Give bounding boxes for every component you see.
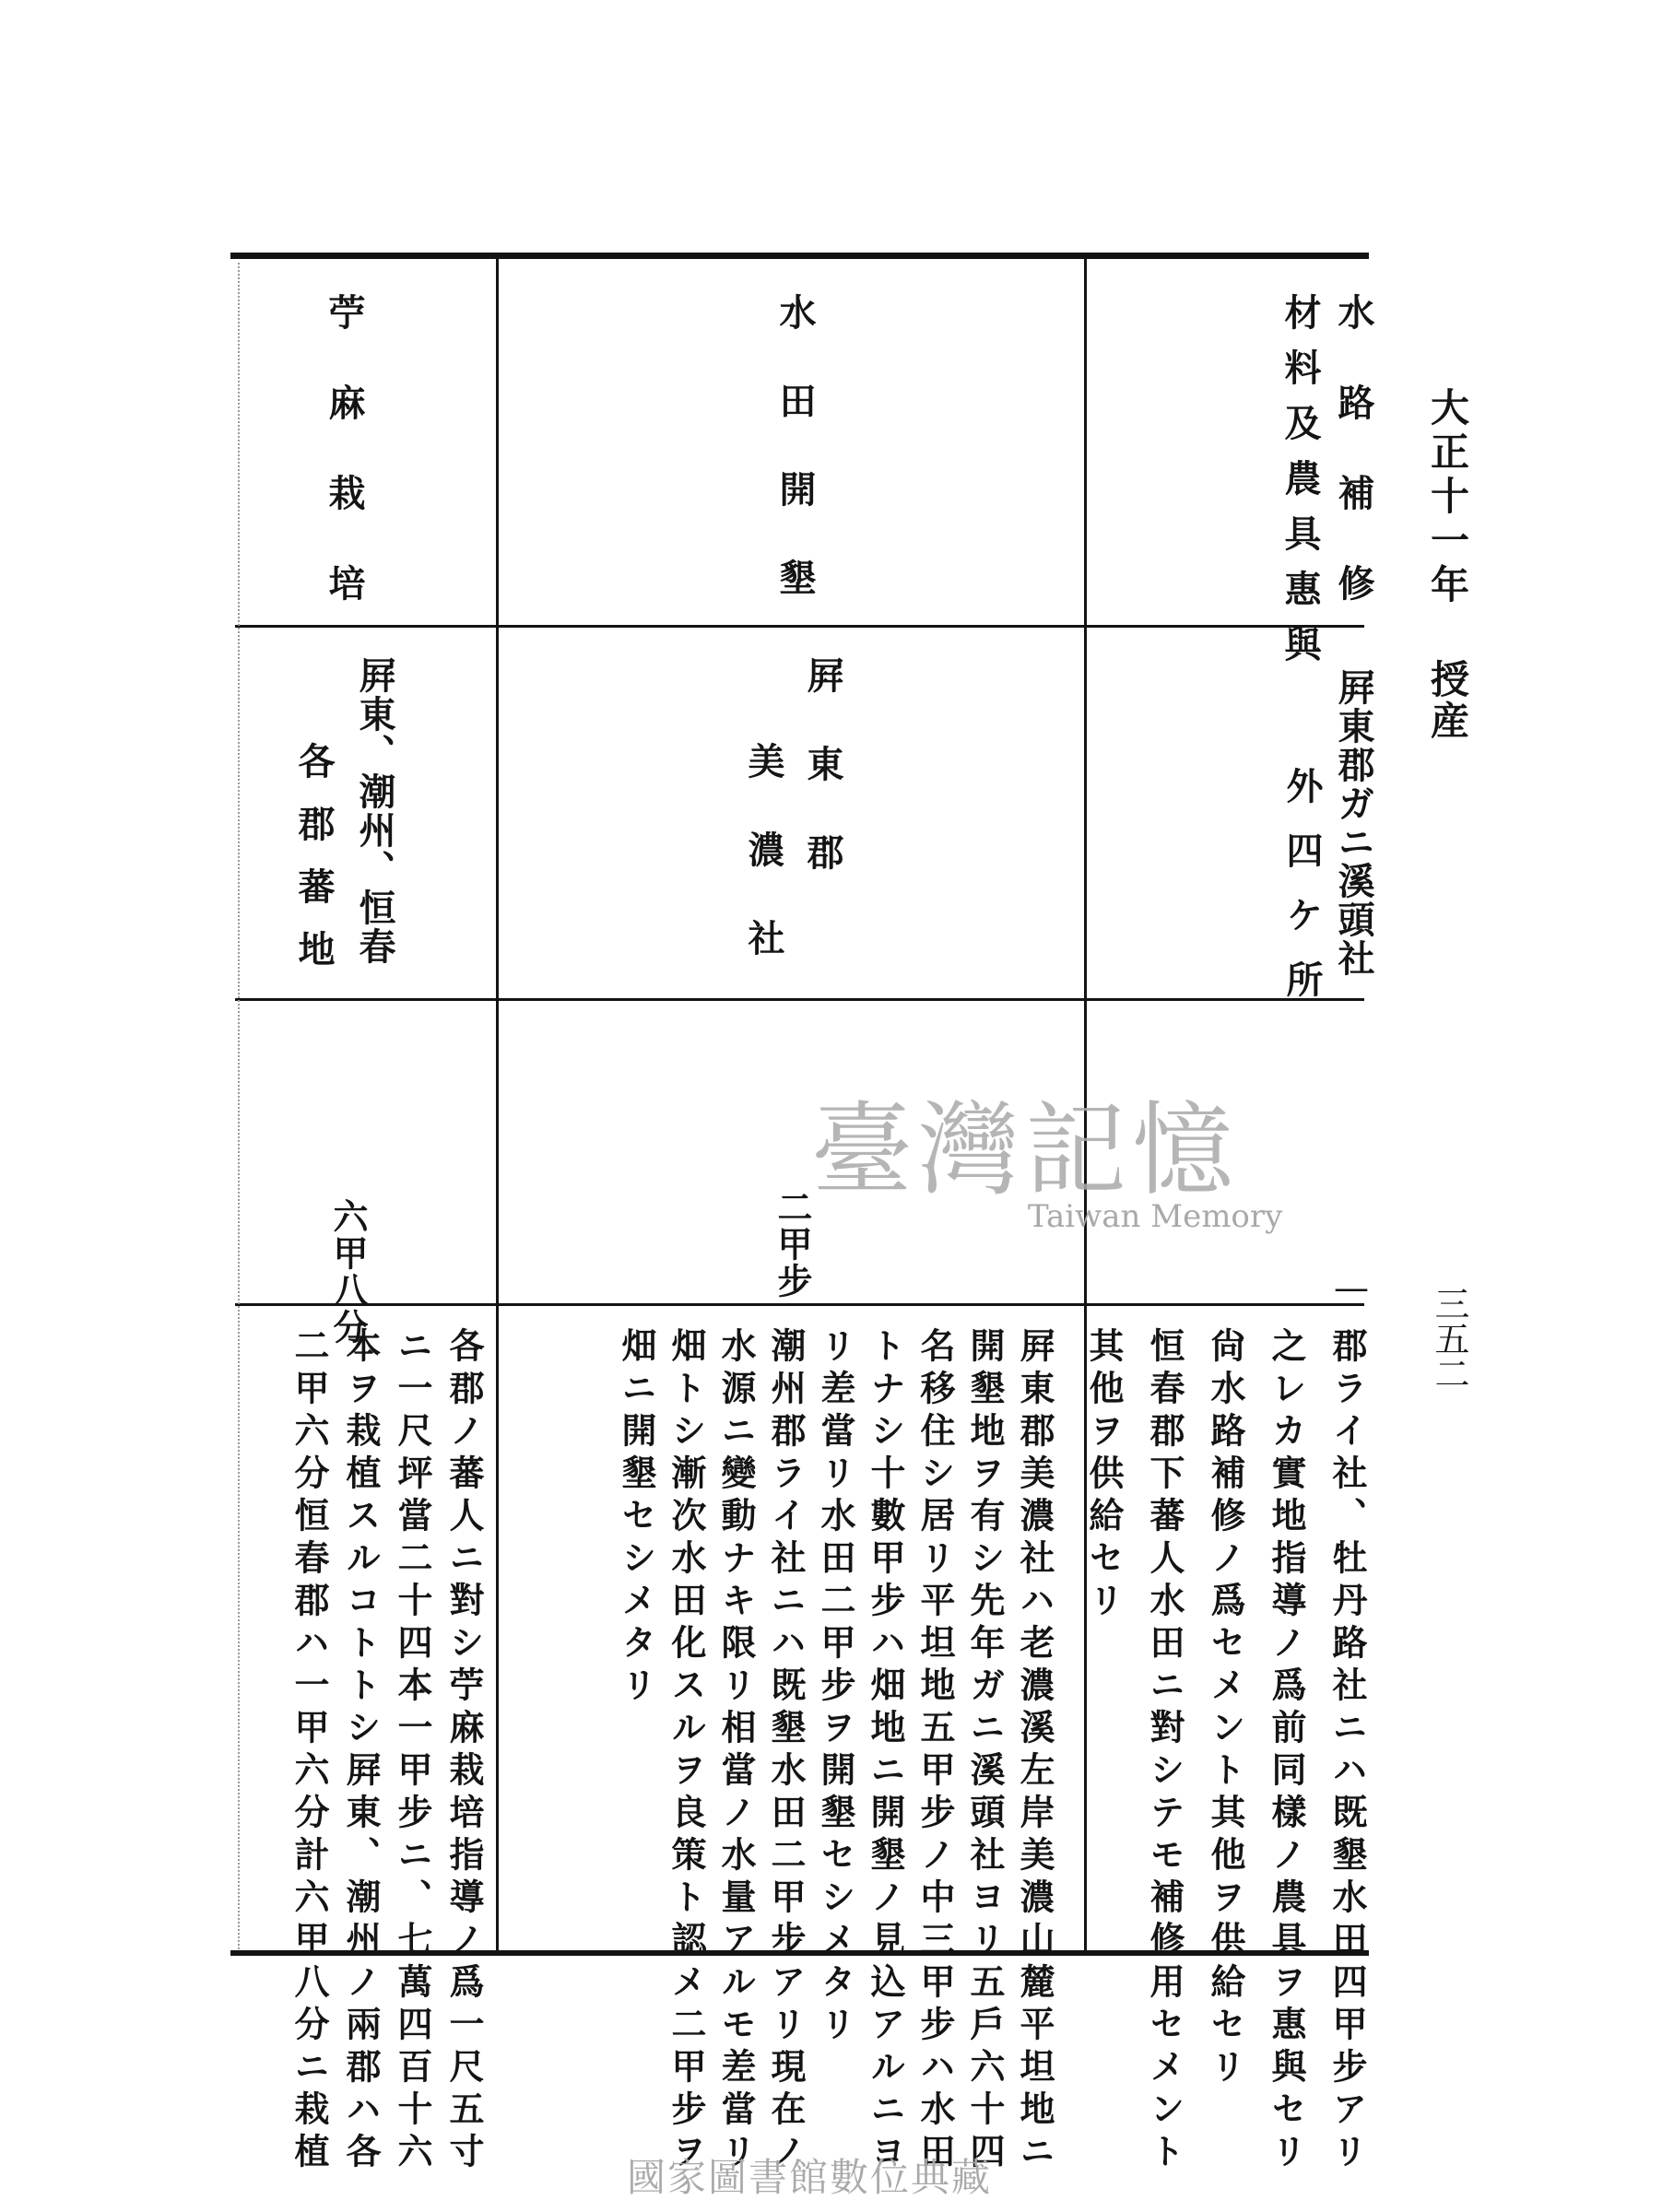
description-line: 之レカ實地指導ノ爲前同樣ノ農具ヲ惠與セリ	[1266, 1327, 1307, 2175]
description-line: 恒春郡下蕃人水田ニ對シテモ補修用セメント	[1144, 1327, 1185, 2175]
amount: 二甲步	[772, 1189, 813, 1300]
description-line: 畑トシ漸次水田化スルヲ良策ト認メ二甲步ヲ	[666, 1327, 707, 2175]
description-line: リ差當リ水田二甲步ヲ開墾セシメタリ	[815, 1327, 856, 2048]
description-line: 畑ニ開墾セシメタリ	[616, 1327, 657, 1709]
description-line: 其他ヲ供給セリ	[1083, 1327, 1125, 1624]
description-line: トナシ十數甲步ハ畑地ニ開墾ノ見込アルニヨ	[865, 1327, 906, 2175]
column-divider-1	[496, 259, 499, 1950]
row-divider-amount	[235, 1303, 1364, 1306]
description-line: 郡ライ社、牡丹路社ニハ既墾水田四甲步アリ	[1326, 1327, 1368, 2175]
project-name: 苧麻栽培	[323, 293, 366, 654]
description-line: 尙水路補修ノ爲セメント其他ヲ供給セリ	[1205, 1327, 1246, 2090]
description-line: 二甲六分恒春郡ハ一甲六分計六甲八分ニ栽植	[289, 1327, 330, 2175]
amount: —	[1331, 1267, 1372, 1310]
page-number: 三五二	[1429, 1286, 1469, 1391]
location-sub: 美濃社	[742, 742, 785, 1007]
description-line: 本ヲ栽植スルコトトシ屛東、潮州ノ兩郡ハ各	[340, 1327, 382, 2175]
footer-attribution: 國家圖書館數位典藏	[627, 2155, 993, 2200]
description	[249, 1327, 489, 2175]
description-line: 屛東郡美濃社ハ老濃溪左岸美濃山麓平坦地ニ	[1014, 1327, 1055, 2175]
running-section: 産	[1425, 700, 1470, 739]
amount: 六甲八分	[327, 1198, 369, 1346]
description-line: 名移住シ居リ平坦地五甲步ノ中三甲步ハ水田	[914, 1327, 956, 2175]
running-title: 大正十一年 授	[1425, 387, 1470, 703]
location: 屛東、潮州、恒春	[353, 656, 396, 966]
description	[1083, 1327, 1368, 2175]
description-line: ニ一尺坪當二十四本一甲步ニ、七萬四百十六	[392, 1327, 433, 2175]
row-divider-location	[235, 998, 1364, 1001]
project-name: 水田開墾	[773, 293, 817, 647]
watermark-logo: 臺灣記憶	[811, 1091, 1239, 1209]
location-sub: 外四ケ所	[1280, 767, 1324, 1025]
location: 屛東郡ガニ溪頭社	[1332, 668, 1375, 978]
table-top-rule	[230, 253, 1369, 259]
description	[512, 1327, 1074, 2175]
location: 屛東郡	[801, 656, 844, 922]
description-line: 水源ニ變動ナキ限リ相當ノ水量アルモ差當リ	[715, 1327, 757, 2175]
location-sub: 各郡蕃地	[292, 742, 336, 993]
left-dotted-margin	[238, 263, 240, 1949]
project-name: 水路補修	[1332, 293, 1375, 654]
description-line: 各郡ノ蕃人ニ對シ苧麻栽培指導ノ爲一尺五寸	[443, 1327, 485, 2175]
description-line: 潮州郡ライ社ニハ既墾水田二甲步アリ現在ノ	[765, 1327, 807, 2175]
description-line: 開墾地ヲ有シ先年ガニ溪頭社ヨリ五戶六十四	[964, 1327, 1006, 2175]
project-name-sub: 材料及農具惠與	[1279, 293, 1322, 680]
watermark-subtitle: Taiwan Memory	[1028, 1198, 1283, 1235]
